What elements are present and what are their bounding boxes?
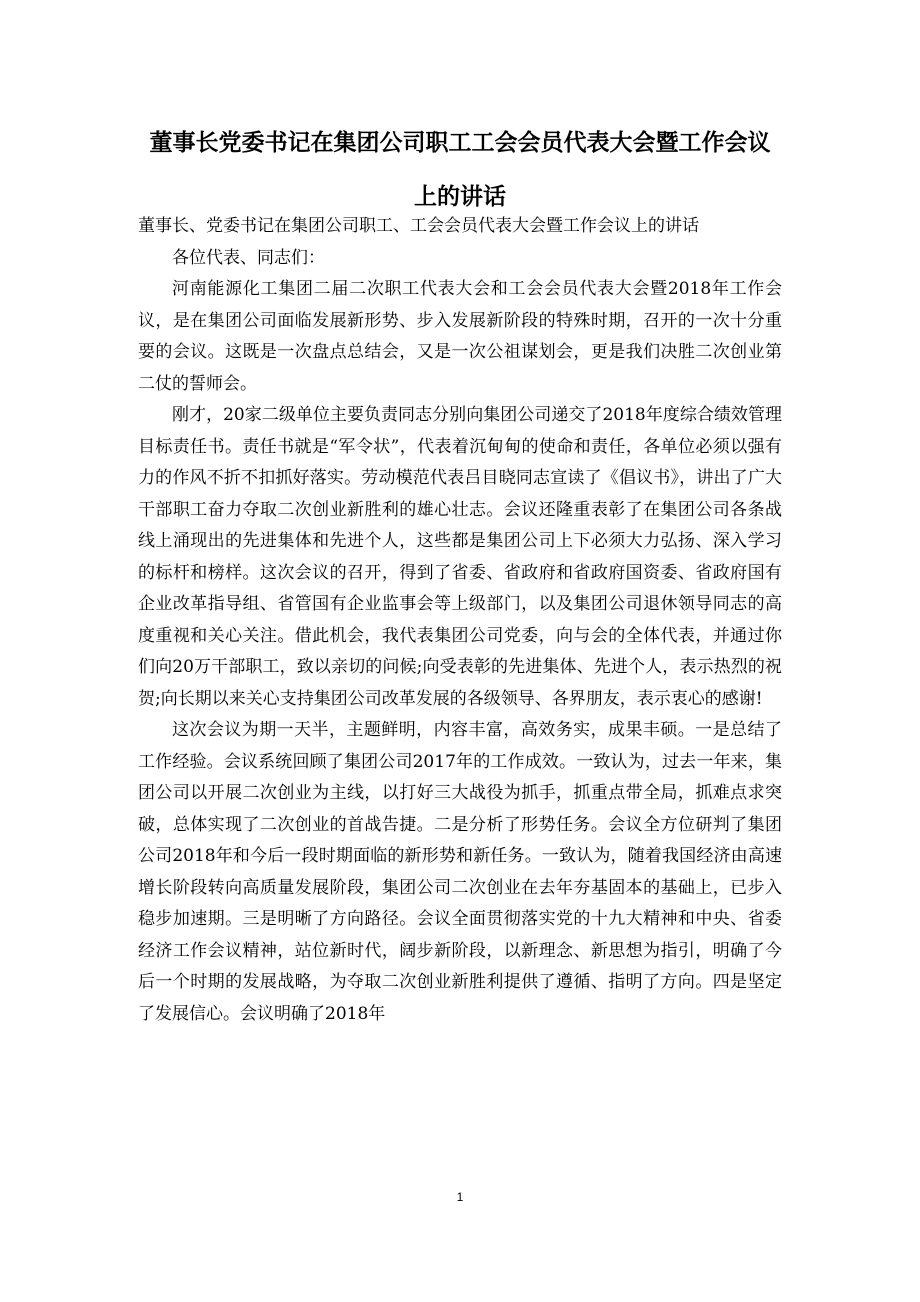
document-body [138, 211, 782, 1030]
title-line-2: 上的讲话 [414, 184, 506, 210]
page-number: 1 [456, 1190, 464, 1204]
subtitle-paragraph: 董事长、党委书记在集团公司职工、工会会员代表大会暨工作会议上的讲话 [138, 216, 699, 236]
document-title [138, 116, 782, 224]
salutation-paragraph: 各位代表、同志们： [172, 247, 325, 268]
body-paragraph: 这次会议为期一天半，主题鲜明，内容丰富，高效务实，成果丰硕。一是总结了工作经验。会议系统回顾了集团公司2017年的工作成效。一致认为，过去一年来，集团公司以开展二次创业为主线，以打好三大战役为抓手，抓重点带全局，抓难点求突破，总体实现了二次创业的首战告捷。二是分析了形势任务。会议全方位研判了集团公司2018年和今后一段时期面临的新形势和新任务。一致认为，随着我国经济由高速增长阶段转向高质量发展阶段，集团公司二次创业在去年夯基固本的基础上，已步入稳步加速期。三是明晰了方向路径。会议全面贯彻落实党的十九大精神和中央、省委经济工作会议精神，站位新时代，阔步新阶段，以新理念、新思想为指引，明确了今后一个时期的发展战略，为夺取二次创业新胜利提供了遵循、指明了方向。四是坚定了发展信心。会议明确了2018年 [138, 720, 782, 1024]
body-paragraph: 河南能源化工集团二届二次职工代表大会和工会会员代表大会暨2018年工作会议，是在集团公司面临发展新形势、步入发展新阶段的特殊时期，召开的一次十分重要的会议。这既是一次盘点总结会，又是一次公祖谋划会，更是我们决胜二次创业第二仗的誓师会。 [138, 279, 782, 394]
body-paragraph: 刚才，20家二级单位主要负责同志分别向集团公司递交了2018年度综合绩效管理目标责任书。责任书就是“军令状”，代表着沉甸甸的使命和责任，各单位必须以强有力的作风不折不扣抓好落实。劳动模范代表吕目晓同志宣读了《倡议书》，讲出了广大干部职工奋力夺取二次创业新胜利的雄心壮志。会议还隆重表彰了在集团公司各条战线上涌现出的先进集体和先进个人，这些都是集团公司上下必须大力弘扬、深入学习的标杆和榜样。这次会议的召开，得到了省委、省政府和省政府国资委、省政府国有企业改革指导组、省管国有企业监事会等上级部门，以及集团公司退休领导同志的高度重视和关心关注。借此机会，我代表集团公司党委，向与会的全体代表，并通过你们向20万干部职工，致以亲切的问候;向受表彰的先进集体、先进个人，表示热烈的祝贺;向长期以来关心支持集团公司改革发展的各级领导、各界朋友，表示衷心的感谢! [138, 405, 782, 709]
title-line-1: 董事长党委书记在集团公司职工工会会员代表大会暨工作会议 [149, 130, 771, 156]
